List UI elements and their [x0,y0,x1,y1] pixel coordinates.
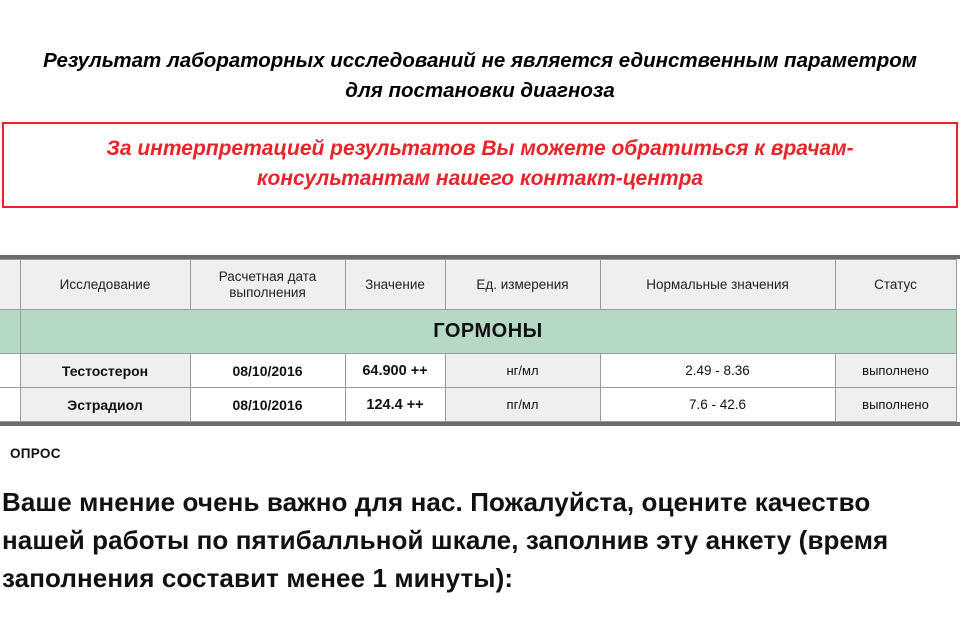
cell-units: нг/мл [445,354,600,388]
header-study: Исследование [20,260,190,310]
header-units: Ед. измерения [445,260,600,310]
table-group-row [0,310,956,354]
cell-status: выполнено [835,388,956,422]
header-spacer [0,260,20,310]
cell-normal-range: 2.49 - 8.36 [600,354,835,388]
header-status: Статус [835,260,956,310]
row-spacer [0,388,20,422]
intro-disclaimer: Результат лабораторных исследований не является единственным параметром для постановки диагноза [43,49,917,102]
cell-study-name: Тестостерон [20,354,190,388]
group-label: ГОРМОНЫ [20,310,956,354]
survey-text: Ваше мнение очень важно для нас. Пожалуйста, оцените качество нашей работы по пятибалльной шкале, заполнив эту анкету (время заполнения составит менее 1 минуты): [2,487,889,593]
header-value: Значение [345,260,445,310]
consultation-callout [2,122,958,208]
cell-units: пг/мл [445,388,600,422]
cell-study-name: Эстрадиол [20,388,190,422]
survey-title: ОПРОС [10,446,61,461]
table-row [0,354,956,388]
results-table-wrapper [0,255,960,426]
header-normal-range: Нормальные значения [600,260,835,310]
row-spacer [0,354,20,388]
survey-section [0,426,960,597]
cell-value: 64.900 ++ [345,354,445,388]
table-row [0,388,956,422]
cell-date: 08/10/2016 [190,354,345,388]
cell-value: 124.4 ++ [345,388,445,422]
cell-date: 08/10/2016 [190,388,345,422]
group-spacer [0,310,20,354]
header-date: Расчетная дата выполнения [190,260,345,310]
cell-normal-range: 7.6 - 42.6 [600,388,835,422]
table-bottom-rule [0,422,960,426]
cell-status: выполнено [835,354,956,388]
table-header-row [0,260,956,310]
consultation-callout-text: За интерпретацией результатов Вы можете обратиться к врачам-консультантам нашего контакт-центра [106,137,854,190]
results-table [0,259,957,422]
